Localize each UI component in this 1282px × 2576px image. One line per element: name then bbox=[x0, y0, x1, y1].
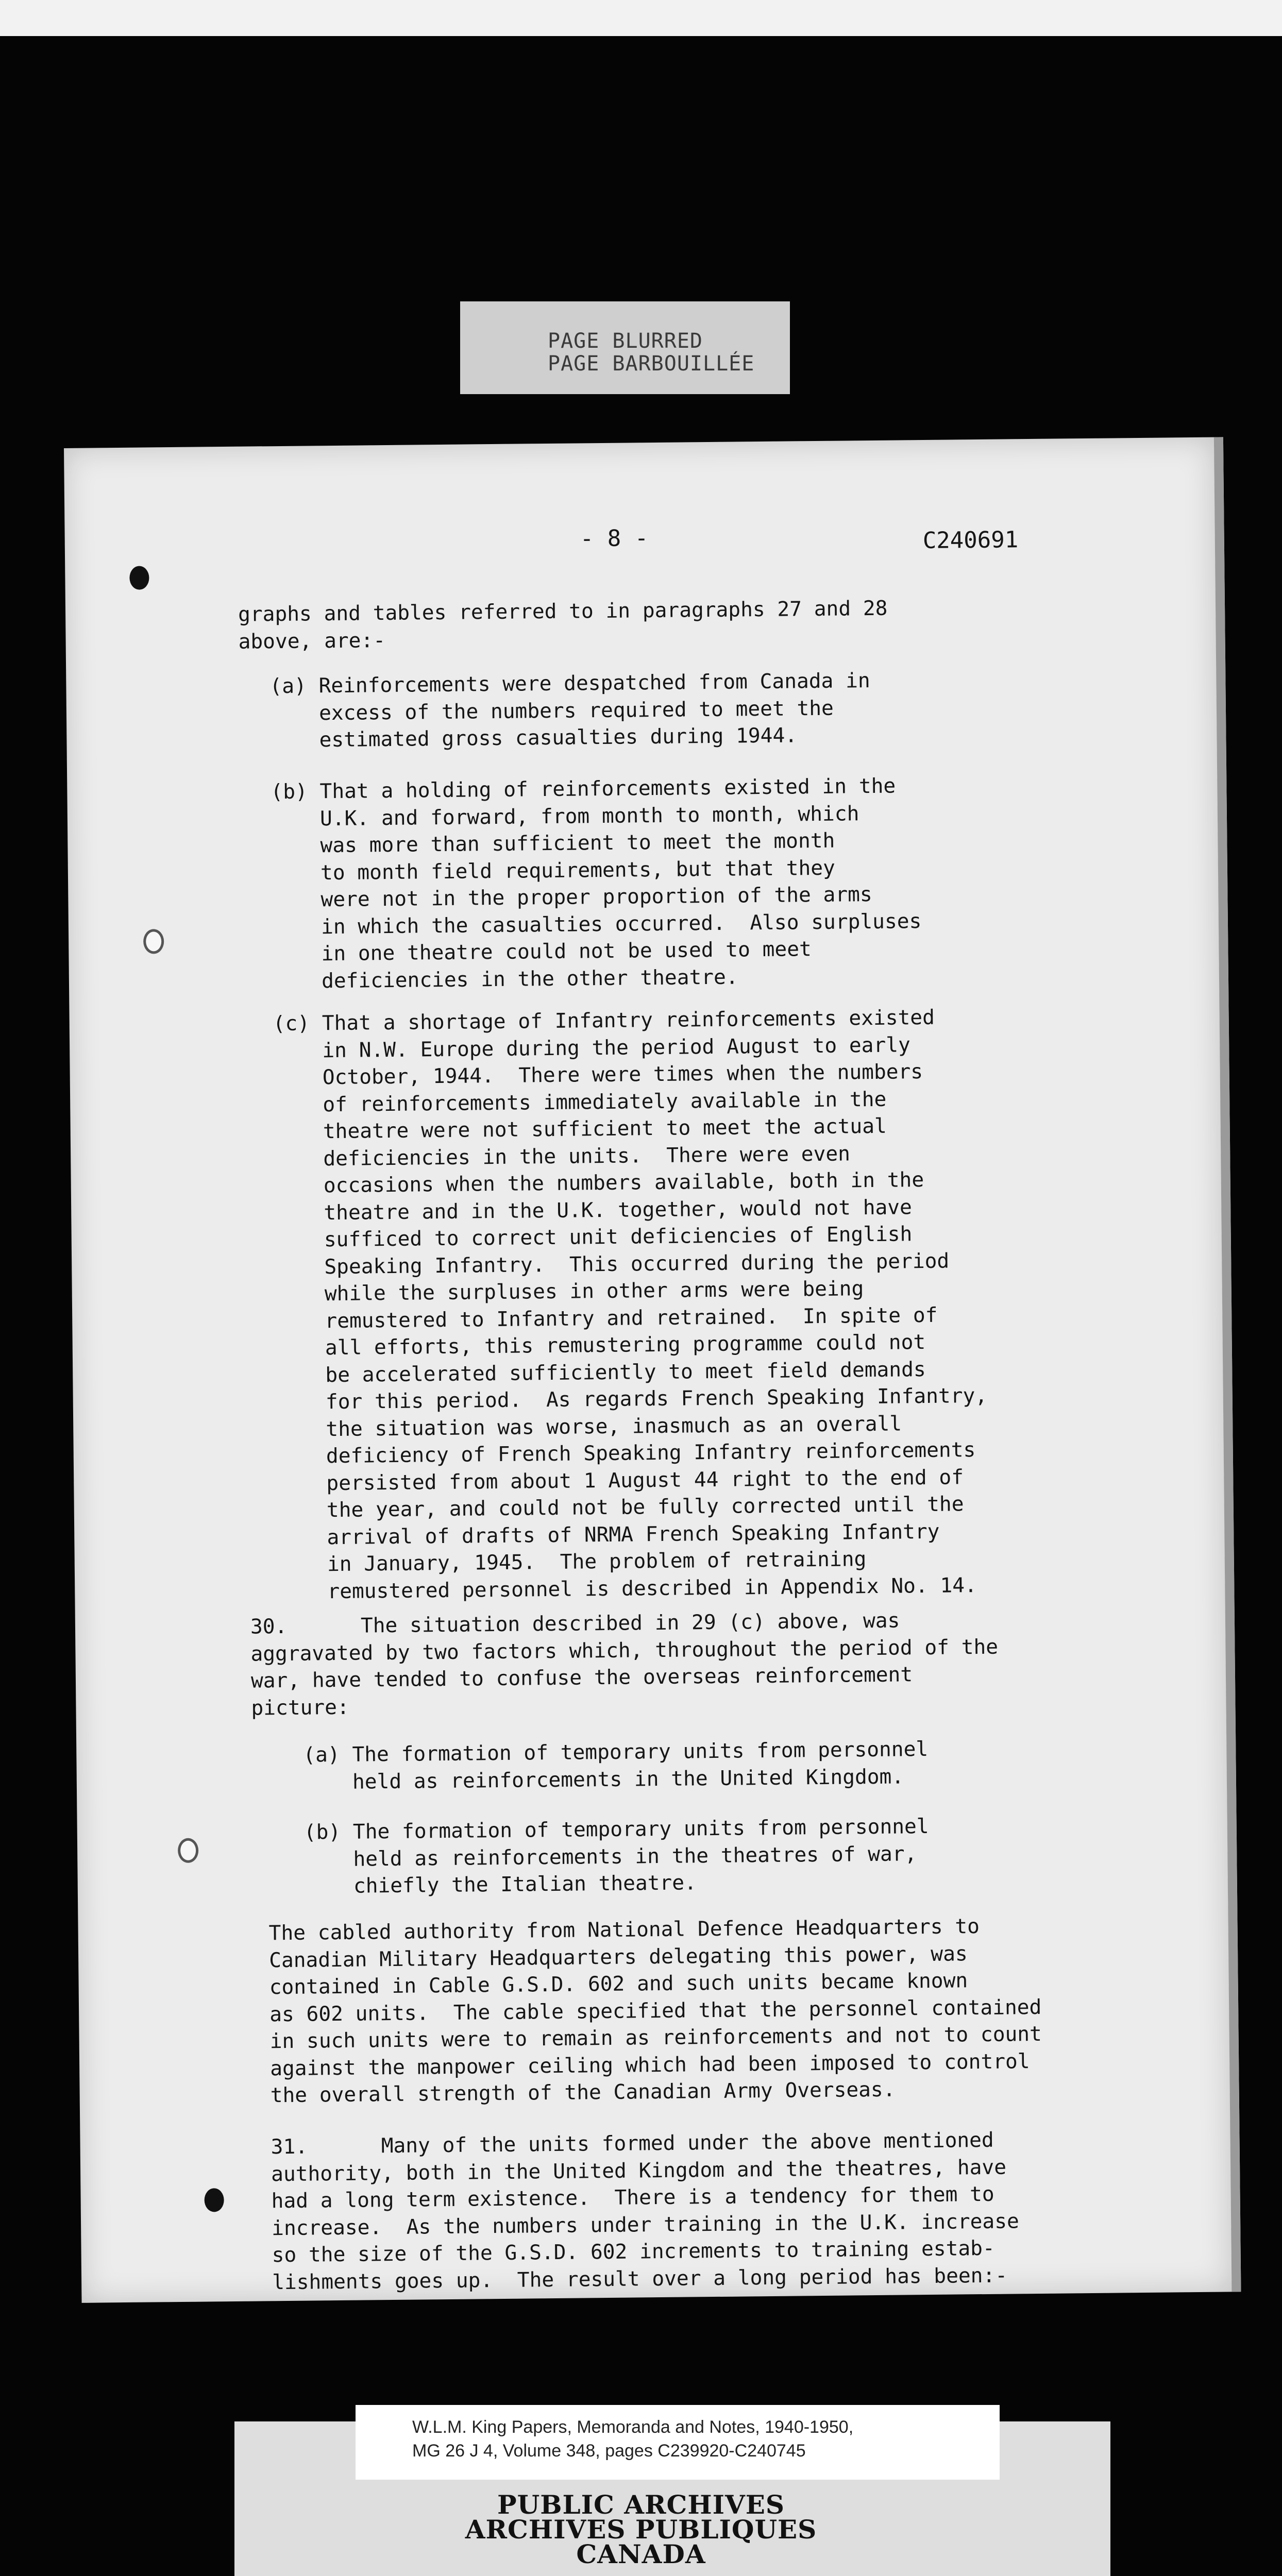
item-b: (b) That a holding of reinforcements existed in the U.K. and forward, from month to month, which was more than sufficient to meet the month to month field requirements, but that they were not in the proper proportion of the arms in which the casualties occurred. Also surpluses in one theatre could not be used to meet deficiencies in the other theatre. bbox=[271, 774, 922, 993]
paragraph-30: 30. The situation described in 29 (c) above, was aggravated by two factors which, throughout the period of the war, have tended to confuse the overseas reinforcement picture: bbox=[250, 1608, 999, 1720]
caption-line-1: W.L.M. King Papers, Memoranda and Notes, 1940-1950, bbox=[412, 2417, 854, 2437]
page-blurred-stamp bbox=[460, 301, 790, 394]
caption-line-2: MG 26 J 4, Volume 348, pages C239920-C240745 bbox=[412, 2441, 806, 2461]
top-margin-strip bbox=[0, 0, 1282, 36]
document-reference: C240691 bbox=[922, 527, 1019, 554]
archives-line-1: PUBLIC ARCHIVES bbox=[497, 2489, 785, 2520]
punch-hole-icon bbox=[143, 929, 164, 954]
blur-stamp-line-2: PAGE BARBOUILLÉE bbox=[548, 352, 755, 376]
item-c: (c) That a shortage of Infantry reinforcements existed in N.W. Europe during the period August to early October, 1944. There were times when the numbers of reinforcements immediately available in the theatre were not sufficient to meet the actual deficiencies in the units. There were even occasions when the numbers available, both in the theatre and in the U.K. together, would not have sufficed to correct unit deficiencies of English Speaking Infantry. This occurred during the period while the surpluses in other arms were being remustered to Infantry and retrained. In spite of all efforts, this remustering programme could not be accelerated sufficiently to meet field demands for this period. As regards French Speaking Infantry, the situation was worse, inasmuch as an overall deficiency of French Speaking Infantry reinforcements persisted from about 1 August 44 right to the end of the year, and could not be fully corrected until the arrival of drafts of NRMA French Speaking Infantry in January, 1945. The problem of retraining remustered personnel is described in Appendix No. 14. bbox=[273, 1005, 988, 1604]
paragraph-31: 31. Many of the units formed under the above mentioned authority, both in the United Kingdom and the theatres, have had a long term existence. There is a tendency for them to increase. As the numbers under training in the U.K. increase so the size of the G.S.D. 602 increments to training estab- lishments goes up. The result over a long period has been:- bbox=[271, 2128, 1019, 2294]
archives-line-3: CANADA bbox=[576, 2539, 706, 2569]
item-a: (a) Reinforcements were despatched from Canada in excess of the numbers required to meet the estimated gross casualties during 1944. bbox=[269, 669, 870, 753]
archives-line-2: ARCHIVES PUBLIQUES bbox=[465, 2514, 817, 2545]
punch-hole-icon bbox=[204, 2188, 224, 2212]
item-30-b: (b) The formation of temporary units from personnel held as reinforcements in the theatres of war, chiefly the Italian theatre. bbox=[303, 1815, 929, 1899]
document-page bbox=[64, 437, 1241, 2302]
page-number: - 8 - bbox=[580, 525, 649, 552]
archives-stamp bbox=[0, 2489, 1282, 2569]
punch-hole-icon bbox=[129, 566, 149, 589]
source-caption bbox=[356, 2405, 1000, 2480]
paragraph-cable: The cabled authority from National Defence Headquarters to Canadian Military Headquarters delegating this power, was contained in Cable G.S.D. 602 and such units became known as 602 units. The cable specified that the personnel contained in such units were to remain as reinforcements and not to count against the manpower ceiling which had been imposed to control the overall strength of the Canadian Army Overseas. bbox=[268, 1914, 1042, 2108]
intro-text: graphs and tables referred to in paragraphs 27 and 28 above, are:- bbox=[238, 596, 888, 654]
item-30-a: (a) The formation of temporary units from personnel held as reinforcements in the United Kingdom. bbox=[303, 1737, 929, 1794]
punch-hole-icon bbox=[178, 1838, 198, 1863]
blur-stamp-line-1: PAGE BLURRED bbox=[548, 329, 703, 353]
